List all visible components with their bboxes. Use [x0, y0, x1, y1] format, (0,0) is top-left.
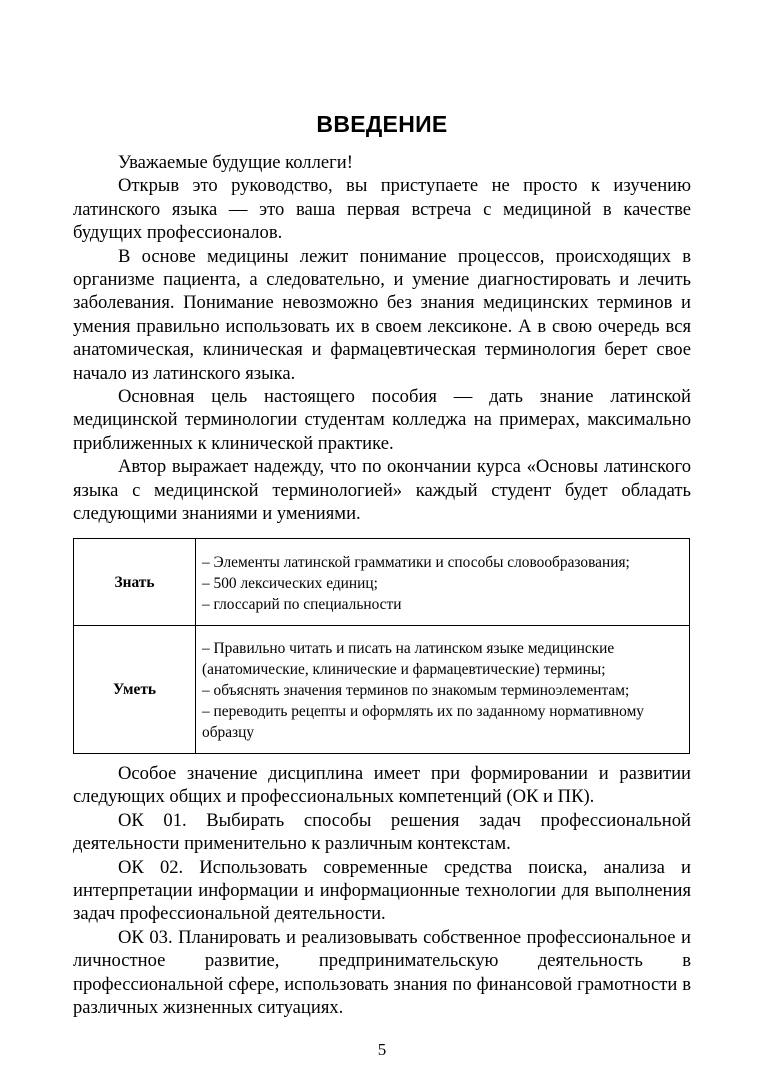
competency-ok01: ОК 01. Выбирать способы решения задач профессиональной деятельности применительно к различным контекстам. — [73, 809, 691, 855]
page-number: 5 — [377, 1040, 387, 1059]
skills-table — [73, 538, 690, 754]
competencies-section — [73, 762, 691, 1019]
list-item: – переводить рецепты и оформлять их по заданному нормативному образцу — [202, 703, 645, 741]
know-items — [196, 539, 690, 626]
intro-paragraph: Автор выражает надежду, что по окончании курса «Основы латинского языка с медицинской терминологией» каждый студент будет обладать следующими знаниями и умениями. — [73, 456, 691, 525]
greeting-paragraph: Уважаемые будущие коллеги! — [118, 152, 353, 173]
intro-paragraph: Открыв это руководство, вы приступаете не просто к изучению латинского языка — это ваша первая встреча с медициной в качестве будущих профессионалов. — [73, 175, 691, 244]
competencies-intro-paragraph: Особое значение дисциплина имеет при формировании и развитии следующих общих и профессиональных компетенций (ОК и ПК). — [73, 763, 691, 808]
know-label: Знать — [74, 539, 196, 626]
page-title: ВВЕДЕНИЕ — [316, 111, 448, 137]
competency-ok02: ОК 02. Использовать современные средства поиска, анализа и интерпретации информации и информационные технологии для выполнения задач профессиональной деятельности. — [73, 856, 691, 925]
intro-paragraph: В основе медицины лежит понимание процессов, происходящих в организме пациента, а следовательно, и умение диагностировать и лечить заболевания. Понимание невозможно без знания медицинских терминов и умения правильно использовать их в своем лексиконе. А в свою очередь вся анатомическая, клиническая и фармацевтическая терминология берет свое начало из латинского языка. — [73, 245, 691, 384]
list-item: – Элементы латинской грамматики и способы словообразования; — [202, 553, 630, 571]
intro-section — [73, 151, 691, 526]
table-row-know — [74, 539, 690, 626]
list-item: – глоссарий по специальности — [202, 595, 402, 613]
competency-ok03: ОК 03. Планировать и реализовывать собственное профессиональное и личностное развитие, предпринимательскую деятельность в профессиональной сфере, использовать знания по финансовой грамотности в различных жизненных ситуациях. — [73, 926, 691, 1019]
table-row-can — [74, 626, 690, 754]
list-item: – объяснять значения терминов по знакомым терминоэлементам; — [202, 682, 630, 699]
list-item: – Правильно читать и писать на латинском языке медицинские (анатомические, клинические и фармацевтические) термины; — [202, 640, 615, 678]
can-items — [196, 626, 690, 754]
can-label: Уметь — [74, 626, 196, 754]
intro-paragraph: Основная цель настоящего пособия — дать знание латинской медицинской терминологии студентам колледжа на примерах, максимально приближенных к клинической практике. — [73, 386, 691, 454]
list-item: – 500 лексических единиц; — [202, 574, 378, 592]
